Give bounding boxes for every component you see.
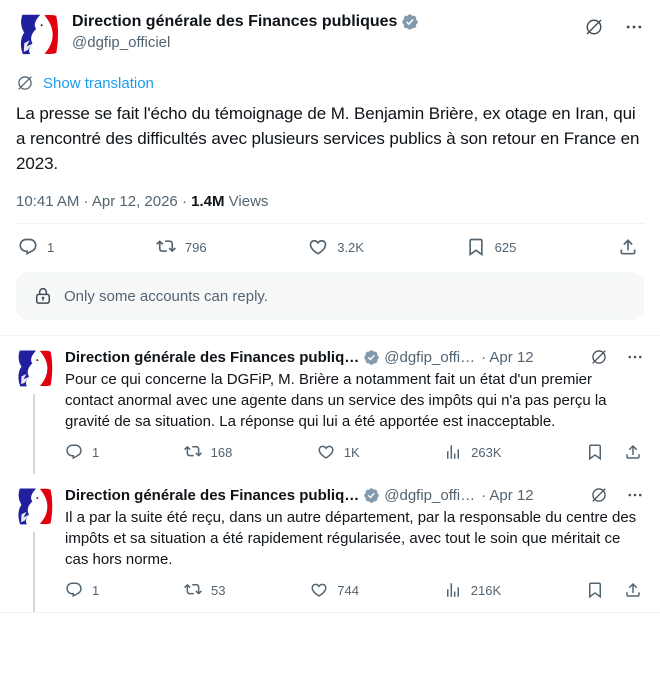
reply-tweet-2 — [0, 474, 660, 612]
reply-button[interactable] — [65, 581, 99, 599]
like-button[interactable] — [308, 237, 364, 257]
bookmark-count: 625 — [494, 239, 517, 255]
repost-icon — [184, 581, 202, 599]
author-handle[interactable]: @dgfip_offi… — [384, 486, 476, 504]
main-tweet — [0, 0, 660, 320]
author-name[interactable]: Direction générale des Finances publiq… — [65, 348, 360, 366]
reply-icon — [65, 581, 83, 599]
repost-count: 53 — [211, 582, 226, 598]
like-count: 1K — [343, 444, 360, 460]
show-translation-button[interactable] — [16, 74, 644, 92]
views-button[interactable] — [444, 443, 501, 461]
bookmark-button[interactable] — [586, 581, 604, 599]
grok-icon[interactable] — [590, 348, 608, 366]
share-icon — [624, 581, 642, 599]
bottom-divider — [0, 612, 660, 613]
bookmark-button[interactable] — [466, 237, 517, 257]
reply-date[interactable]: · Apr 12 — [481, 348, 534, 366]
avatar[interactable] — [14, 348, 54, 388]
reply-count: 1 — [92, 444, 100, 460]
like-icon — [310, 581, 328, 599]
like-count: 3.2K — [337, 239, 364, 255]
like-count: 744 — [337, 582, 359, 598]
timestamp: 10:41 AM · Apr 12, 2026 · — [16, 193, 187, 210]
share-button[interactable] — [624, 443, 642, 461]
reply-button[interactable] — [18, 237, 54, 257]
grok-translate-icon — [16, 74, 34, 92]
reply-restriction-notice — [16, 272, 644, 320]
views-label: Views — [228, 193, 269, 210]
reply-text: Pour ce qui concerne la DGFiP, M. Brière a notamment fait un état d'un premier contact anormal avec une agente dans un service des impôts qui n'a pas perçu la gravité de sa situation. La réponse qui lui a été apportée est inacceptable. — [65, 371, 607, 430]
repost-button[interactable] — [184, 581, 225, 599]
author-name[interactable]: Direction générale des Finances publiques — [72, 13, 398, 30]
author-handle[interactable]: @dgfip_offi… — [384, 348, 476, 366]
bookmark-icon — [586, 581, 604, 599]
like-button[interactable] — [317, 443, 360, 461]
timestamp-row — [16, 193, 644, 210]
reply-count: 1 — [92, 582, 100, 598]
tweet-text: La presse se fait l'écho du témoignage de M. Benjamin Brière, ex otage en Iran, qui a rencontré des difficultés avec plusieurs services publics à son retour en France en 2023. — [16, 104, 640, 173]
author-block — [72, 12, 419, 53]
grok-icon[interactable] — [584, 17, 604, 37]
repost-button[interactable] — [184, 443, 233, 461]
reply-text: Il a par la suite été reçu, dans un autre département, par la responsable du centre des impôts et sa situation a été rapidement régularisée, avec tout le soin que méritait ce cas hors norme. — [65, 509, 637, 568]
more-icon[interactable] — [624, 17, 644, 37]
avatar[interactable] — [16, 12, 60, 56]
share-icon — [618, 237, 638, 257]
like-button[interactable] — [310, 581, 359, 599]
lock-icon — [33, 286, 53, 306]
more-icon[interactable] — [626, 486, 644, 504]
more-icon[interactable] — [626, 348, 644, 366]
author-handle[interactable]: @dgfip_officiel — [72, 34, 171, 51]
share-button[interactable] — [624, 581, 642, 599]
main-tweet-header — [16, 0, 644, 56]
reply-tweet-1 — [0, 336, 660, 474]
reply-header — [65, 348, 644, 366]
reply-header — [65, 486, 644, 504]
verified-icon — [363, 349, 380, 366]
like-icon — [308, 237, 328, 257]
view-count: 263K — [471, 444, 502, 460]
share-button[interactable] — [618, 237, 638, 257]
main-action-bar — [16, 224, 644, 269]
reply-action-bar — [65, 570, 644, 612]
grok-icon[interactable] — [590, 486, 608, 504]
show-translation-label: Show translation — [43, 74, 154, 92]
repost-count: 168 — [210, 444, 233, 460]
reply-action-bar — [65, 432, 644, 474]
view-count: 216K — [470, 582, 502, 598]
repost-button[interactable] — [156, 237, 207, 257]
reply-button[interactable] — [65, 443, 99, 461]
thread-line — [33, 394, 35, 474]
verified-icon — [363, 487, 380, 504]
bookmark-icon — [466, 237, 486, 257]
avatar[interactable] — [14, 486, 54, 526]
verified-icon — [401, 13, 419, 31]
bookmark-icon — [586, 443, 604, 461]
repost-icon — [156, 237, 176, 257]
reply-icon — [65, 443, 83, 461]
repost-count: 796 — [184, 239, 207, 255]
repost-icon — [184, 443, 202, 461]
reply-restriction-text: Only some accounts can reply. — [64, 287, 268, 305]
views-icon — [444, 443, 462, 461]
views-icon — [444, 581, 462, 599]
author-name[interactable]: Direction générale des Finances publiq… — [65, 486, 360, 504]
reply-icon — [18, 237, 38, 257]
bookmark-button[interactable] — [586, 443, 604, 461]
reply-count: 1 — [47, 239, 55, 255]
share-icon — [624, 443, 642, 461]
views-button[interactable] — [444, 581, 501, 599]
like-icon — [317, 443, 335, 461]
reply-date[interactable]: · Apr 12 — [481, 486, 534, 504]
views-count: 1.4M — [191, 193, 225, 210]
thread-line — [33, 532, 35, 612]
